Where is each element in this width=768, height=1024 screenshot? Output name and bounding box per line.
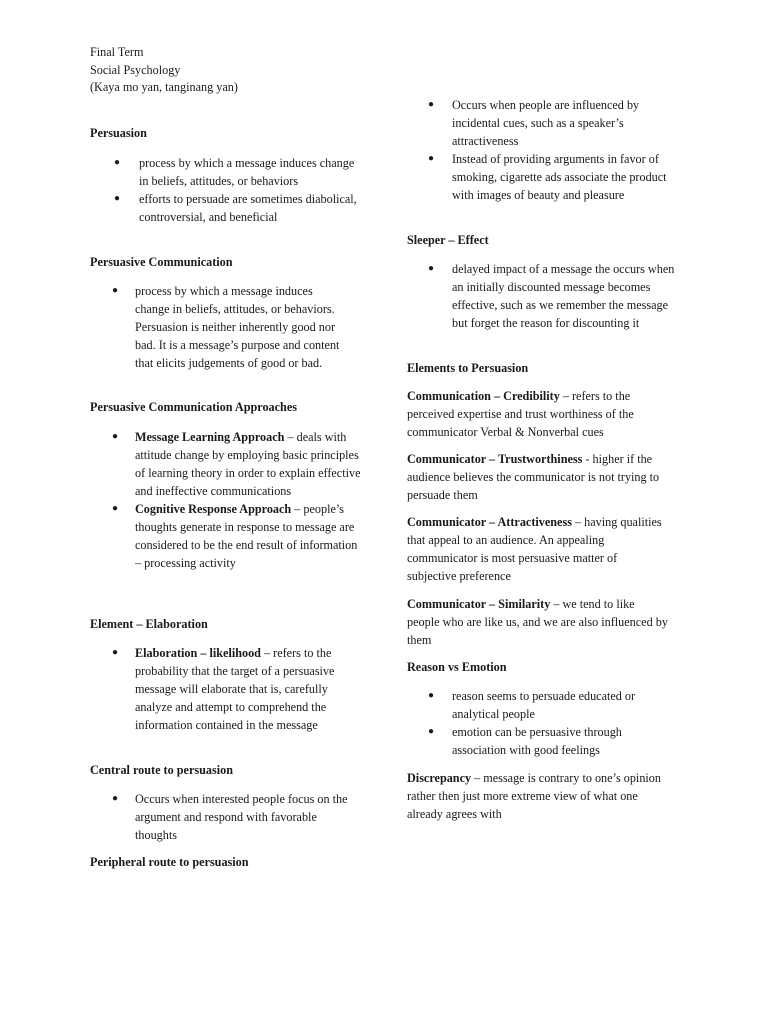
document-header — [90, 44, 390, 97]
term-trustworthiness: Communicator – Trustworthiness — [407, 452, 583, 466]
list-item: ● delayed impact of a message the occurs when an initially discounted message becomes effective, such as we remember the message but forget the reason for discounting it — [428, 262, 675, 330]
paragraph-trustworthiness: Communicator – Trustworthiness - higher if the audience believes the communicator is not trying to persuade them — [407, 452, 660, 502]
heading-persuasive-communication: Persuasive Communication — [90, 255, 233, 269]
list-item: ● Instead of providing arguments in favor of smoking, cigarette ads associate the product with images of beauty and pleasure — [428, 152, 667, 202]
heading-peripheral-route: Peripheral route to persuasion — [90, 855, 249, 869]
term-elaboration-likelihood: Elaboration – likelihood — [135, 646, 261, 660]
heading-elements: Elements to Persuasion — [407, 361, 529, 375]
list-item: ● Elaboration – likelihood – refers to the probability that the target of a persuasive message will elaborate that is, carefully analyze and attempt to comprehend the information contained in the message — [112, 646, 335, 732]
peripheral-route-list — [407, 96, 677, 204]
term-cognitive-response: Cognitive Response Approach — [135, 502, 292, 516]
paragraph-similarity: Communicator – Similarity – we tend to like people who are like us, and we are also influenced by them — [407, 597, 668, 647]
term-discrepancy: Discrepancy — [407, 771, 472, 785]
list-item: ● Occurs when interested people focus on the argument and respond with favorable thoughts — [112, 792, 348, 842]
header-term: Final Term — [90, 45, 144, 59]
term-similarity: Communicator – Similarity — [407, 597, 551, 611]
central-route-list — [90, 790, 360, 844]
heading-approaches: Persuasive Communication Approaches — [90, 400, 297, 414]
reason-emotion-list — [407, 687, 667, 759]
heading-sleeper-effect: Sleeper – Effect — [407, 233, 489, 247]
heading-elaboration: Element – Elaboration — [90, 617, 208, 631]
list-item: ● Cognitive Response Approach – people’s thoughts generate in response to message are considered to be the end result of information – processing activity — [112, 502, 358, 570]
list-item: ● Occurs when people are influenced by incidental cues, such as a speaker’s attractiveness — [428, 98, 640, 148]
term-attractiveness: Communicator – Attractiveness — [407, 515, 572, 529]
heading-central-route: Central route to persuasion — [90, 763, 233, 777]
list-item: ● efforts to persuade are sometimes diabolical, controversial, and beneficial — [114, 192, 357, 224]
paragraph-discrepancy: Discrepancy – message is contrary to one’s opinion rather then just more extreme view of what one already agrees with — [407, 771, 661, 821]
header-subject: Social Psychology — [90, 62, 181, 77]
sleeper-effect-list — [407, 260, 677, 332]
list-item: ● emotion can be persuasive through association with good feelings — [428, 725, 622, 757]
persuasive-communication-list — [90, 282, 345, 372]
elaboration-list — [90, 644, 363, 734]
list-item: ● process by which a message induces change in beliefs, attitudes, or behaviors — [114, 156, 355, 188]
approaches-list — [90, 428, 363, 572]
persuasion-list — [90, 154, 375, 226]
paragraph-attractiveness: Communicator – Attractiveness – having qualities that appeal to an audience. An appealing communicator is most persuasive matter of subjective preference — [407, 515, 662, 583]
term-credibility: Communication – Credibility — [407, 389, 560, 403]
paragraph-credibility: Communication – Credibility – refers to the perceived expertise and trust worthiness of the communicator Verbal & Nonverbal cues — [407, 389, 634, 439]
term-message-learning: Message Learning Approach — [135, 430, 285, 444]
heading-reason-emotion: Reason vs Emotion — [407, 660, 507, 674]
header-note: (Kaya mo yan, tanginang yan) — [90, 80, 238, 94]
heading-persuasion: Persuasion — [90, 126, 147, 140]
list-item: ● reason seems to persuade educated or analytical people — [428, 689, 636, 721]
list-item: ● process by which a message induces change in beliefs, attitudes, or behaviors. Persuasion is neither inherently good nor bad. It is a message’s purpose and content that elicits judgements of good or bad. — [112, 284, 340, 370]
list-item: ● Message Learning Approach – deals with attitude change by employing basic principles of learning theory in order to explain effective and ineffective communications — [112, 430, 361, 498]
